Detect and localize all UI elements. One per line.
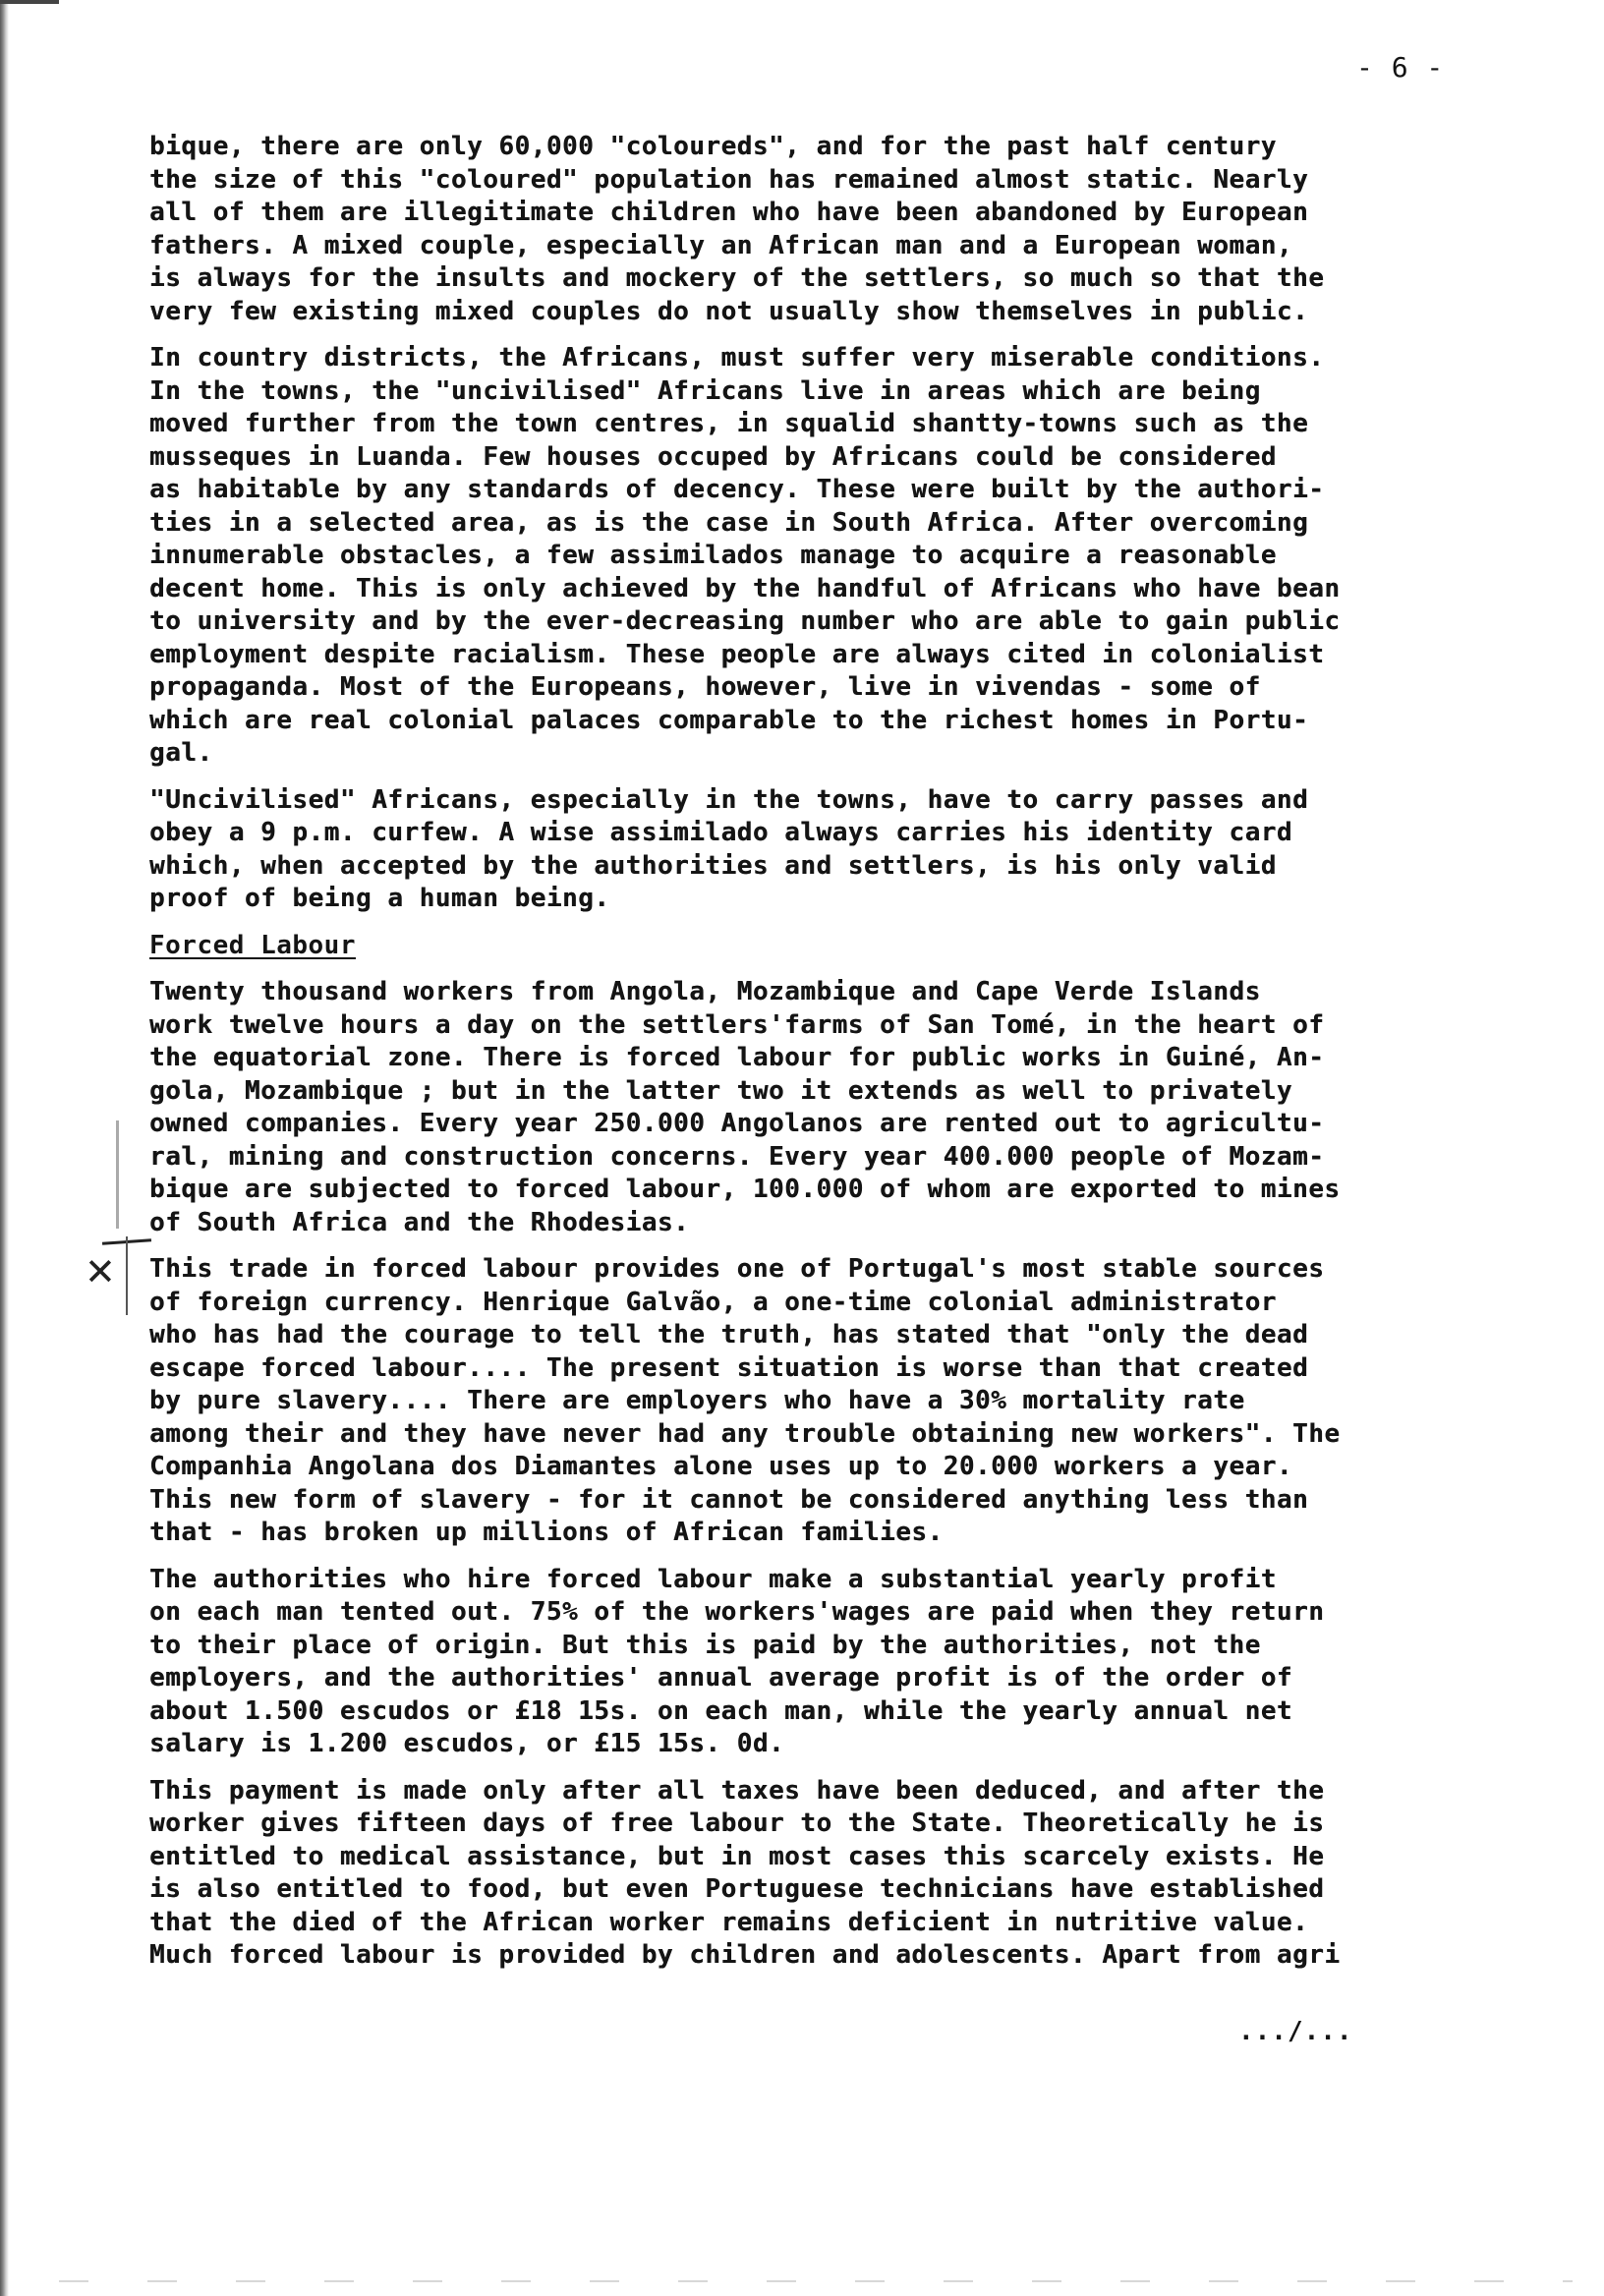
text-line: among their and they have never had any trouble obtaining new workers". The [149,1418,1341,1449]
text-line: on each man tented out. 75% of the workers'wages are paid when they return [149,1597,1325,1627]
scan-bottom-artifacts [59,2280,1573,2282]
text-line: which, when accepted by the authorities and settlers, is his only valid [149,850,1277,881]
text-line: that the died of the African worker remains deficient in nutritive value. [149,1907,1309,1937]
text-line: is always for the insults and mockery of the settlers, so much so that the [149,263,1325,293]
text-line: Twenty thousand workers from Angola, Mozambique and Cape Verde Islands [149,977,1261,1006]
text-line: In the towns, the "uncivilised" Africans live in areas which are being [149,375,1261,406]
text-line: This payment is made only after all taxes have been deduced, and after the [149,1775,1325,1806]
text-line: obey a 9 p.m. curfew. A wise assimilado always carries his identity card [149,818,1293,847]
text-line: all of them are illegitimate children who have been abandoned by European [149,198,1309,227]
paragraph-workers-count [149,976,1594,1239]
page-number: - 6 - [1356,51,1445,84]
text-line: which are real colonial palaces comparable to the richest homes in Portu- [149,705,1309,735]
text-line: very few existing mixed couples do not usually show themselves in public. [149,296,1309,326]
scan-top-edge [0,0,59,4]
text-line: the size of this "coloured" population has remained almost static. Nearly [149,164,1309,195]
text-line: employment despite racialism. These people are always cited in colonialist [149,639,1325,669]
margin-x-mark-icon: ✕ [85,1250,116,1293]
text-line: about 1.500 escudos or £18 15s. on each man, while the yearly annual net [149,1695,1293,1726]
text-line: This trade in forced labour provides one of Portugal's most stable sources [149,1254,1325,1284]
paragraph-coloured-population [149,131,1594,328]
text-line: bique are subjected to forced labour, 100.000 of whom are exported to mines [149,1175,1341,1204]
text-line: "Uncivilised" Africans, especially in the towns, have to carry passes and [149,784,1309,815]
paragraph-living-conditions [149,342,1594,771]
text-line: of foreign currency. Henrique Galvão, a one-time colonial administrator [149,1287,1277,1317]
text-line: proof of being a human being. [149,884,610,913]
text-line: gola, Mozambique ; but in the latter two it extends as well to privately [149,1075,1293,1106]
text-line: gal. [149,738,213,768]
continuation-marker: .../... [1238,2017,1353,2046]
text-line: that - has broken up millions of African families. [149,1518,944,1547]
text-line: who has had the courage to tell the truth, has stated that "only the dead [149,1320,1309,1349]
section-heading-forced-labour: Forced Labour [149,930,356,960]
document-body [149,131,1594,1986]
margin-pencil-line [116,1120,119,1229]
text-line: fathers. A mixed couple, especially an African man and a European woman, [149,230,1293,260]
text-line: Much forced labour is provided by children and adolescents. Apart from agri [149,1940,1341,1970]
text-line: by pure slavery.... There are employers who have a 30% mortality rate [149,1386,1245,1415]
text-line: as habitable by any standards of decency. These were built by the authori- [149,475,1325,504]
text-line: propaganda. Most of the Europeans, however, live in vivendas - some of [149,672,1261,702]
paragraph-authorities-profit [149,1564,1594,1761]
text-line: owned companies. Every year 250.000 Angolanos are rented out to agricultu- [149,1109,1325,1138]
text-line: The authorities who hire forced labour make a substantial yearly profit [149,1564,1277,1594]
text-line: of South Africa and the Rhodesias. [149,1207,690,1237]
text-line: Companhia Angolana dos Diamantes alone uses up to 20.000 workers a year. [149,1452,1293,1481]
text-line: ral, mining and construction concerns. Every year 400.000 people of Mozam- [149,1141,1325,1172]
text-line: This new form of slavery - for it cannot be considered anything less than [149,1484,1309,1515]
text-line: to university and by the ever-decreasing number who are able to gain public [149,606,1341,636]
text-line: In country districts, the Africans, must suffer very miserable conditions. [149,343,1325,373]
text-line: is also entitled to food, but even Portuguese technicians have established [149,1874,1325,1904]
text-line: escape forced labour.... The present situation is worse than that created [149,1352,1309,1383]
text-line: decent home. This is only achieved by the handful of Africans who have bean [149,573,1341,603]
text-line: entitled to medical assistance, but in most cases this scarcely exists. He [149,1841,1325,1871]
text-line: salary is 1.200 escudos, or £15 15s. 0d. [149,1729,785,1758]
text-line: the equatorial zone. There is forced labour for public works in Guiné, An- [149,1043,1325,1072]
text-line: innumerable obstacles, a few assimilados manage to acquire a reasonable [149,541,1277,570]
paragraph-trade-currency [149,1253,1594,1550]
paragraph-passes-curfew [149,784,1594,916]
scan-page-edge [0,0,9,2296]
text-line: ties in a selected area, as is the case in South Africa. After overcoming [149,507,1309,538]
text-line: bique, there are only 60,000 "coloureds", and for the past half century [149,132,1277,161]
text-line: to their place of origin. But this is paid by the authorities, not the [149,1630,1261,1660]
text-line: work twelve hours a day on the settlers'farms of San Tomé, in the heart of [149,1009,1325,1040]
text-line: musseques in Luanda. Few houses occuped by Africans could be considered [149,441,1277,472]
paragraph-payment-conditions [149,1775,1594,1973]
text-line: moved further from the town centres, in squalid shantty-towns such as the [149,409,1309,438]
margin-handwritten-line [126,1236,128,1315]
text-line: worker gives fifteen days of free labour to the State. Theoretically he is [149,1808,1325,1838]
text-line: employers, and the authorities' annual average profit is of the order of [149,1663,1293,1693]
